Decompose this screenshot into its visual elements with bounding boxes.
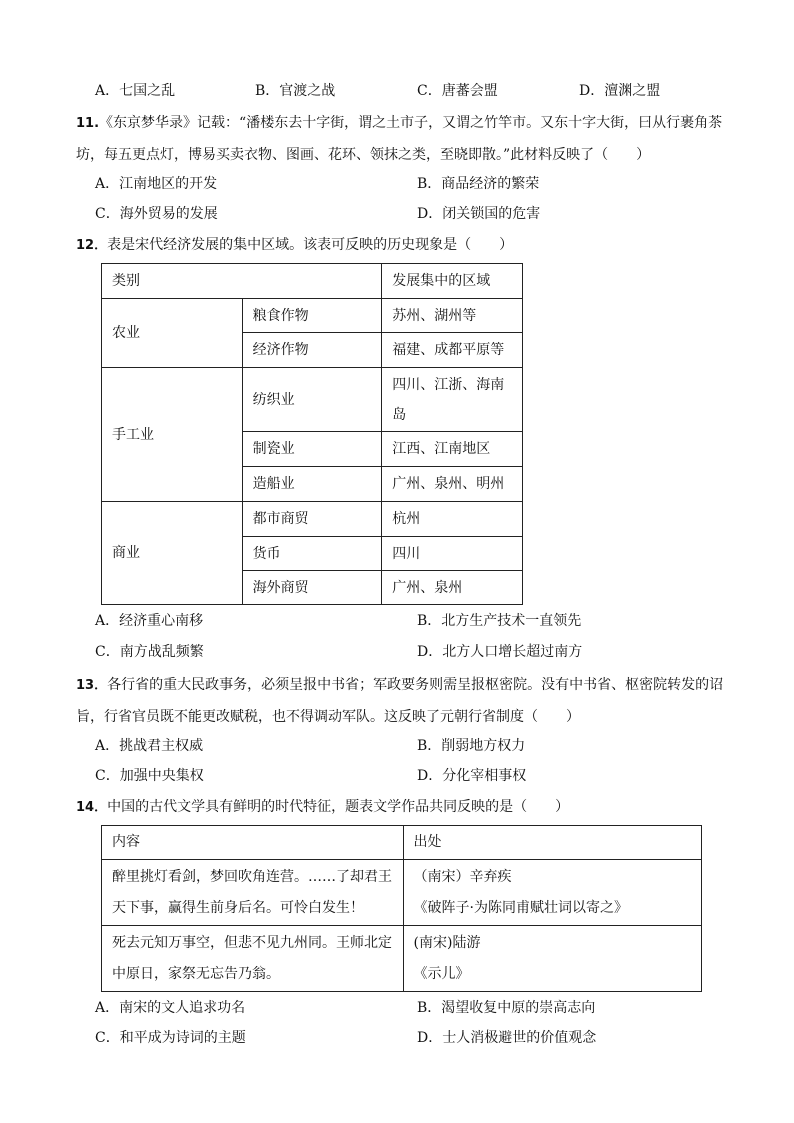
option-b: B．官渡之战 (255, 83, 336, 99)
table-row (102, 926, 702, 992)
option-a: A．七国之乱 (95, 83, 176, 99)
question-12-stem (76, 230, 513, 261)
category-cell: 手工业 (102, 368, 243, 502)
q13-option-a: A．挑战君主权威 (95, 738, 204, 754)
q12-option-d: D．北方人口增长超过南方 (417, 644, 583, 660)
q13-option-d: D．分化宰相事权 (417, 768, 527, 784)
subcategory-cell: 都市商贸 (242, 502, 382, 537)
region-cell: 四川、江浙、海南岛 (382, 368, 523, 432)
q14-option-d: D．士人消极避世的价值观念 (417, 1030, 597, 1046)
question-14-stem (76, 792, 569, 823)
question-text: 表是宋代经济发展的集中区域。该表可反映的历史现象是（ ） (107, 237, 514, 253)
table-row (102, 860, 702, 926)
work-title: 《示儿》 (413, 965, 470, 982)
poem-content-cell: 醉里挑灯看剑，梦回吹角连营。……了却君王天下事，赢得生前身后名。可怜白发生！ (102, 860, 404, 926)
subcategory-cell: 制瓷业 (242, 432, 382, 467)
region-cell: 四川 (382, 537, 523, 571)
q13-option-b: B．削弱地方权力 (417, 738, 526, 754)
header-category: 类别 (102, 264, 382, 299)
q12-option-c: C．南方战乱频繁 (95, 644, 204, 660)
subcategory-cell: 粮食作物 (242, 299, 382, 333)
category-cell: 商业 (102, 502, 243, 605)
table-header-row (102, 826, 702, 860)
q14-option-a: A．南宋的文人追求功名 (95, 1000, 246, 1016)
subcategory-cell: 货币 (242, 537, 382, 571)
source-cell (403, 926, 701, 992)
region-cell: 福建、成都平原等 (382, 333, 523, 368)
table-header-row (102, 264, 523, 299)
author: （南宋）辛弃疾 (413, 868, 512, 885)
question-number: 14． (76, 800, 108, 815)
q11-option-a: A．江南地区的开发 (95, 176, 218, 192)
question-number: 11. (76, 116, 100, 131)
question-text: 各行省的重大民政事务，必须呈报中书省；军政要务则需呈报枢密院。没有中书省、枢密院转发的诏旨，行省官员既不能更改赋税，也不得调动军队。这反映了元朝行省制度（ ） (76, 677, 724, 725)
header-region: 发展集中的区域 (382, 264, 523, 299)
q11-option-c: C．海外贸易的发展 (95, 206, 218, 222)
economy-region-table (101, 263, 523, 605)
question-number: 13． (76, 678, 108, 693)
q11-option-b: B．商品经济的繁荣 (417, 176, 540, 192)
region-cell: 广州、泉州、明州 (382, 467, 523, 502)
q12-option-b: B．北方生产技术一直领先 (417, 613, 582, 629)
literature-table (101, 825, 702, 992)
q14-option-b: B．渴望收复中原的崇高志向 (417, 1000, 596, 1016)
subcategory-cell: 经济作物 (242, 333, 382, 368)
question-number: 12． (76, 238, 108, 253)
header-content: 内容 (102, 826, 404, 860)
category-cell: 农业 (102, 299, 243, 368)
region-cell: 江西、江南地区 (382, 432, 523, 467)
author: (南宋)陆游 (413, 934, 481, 951)
question-13-stem (76, 670, 744, 732)
source-cell (403, 860, 701, 926)
region-cell: 苏州、湖州等 (382, 299, 523, 333)
table-row (102, 299, 523, 333)
prev-question-options (95, 76, 735, 106)
subcategory-cell: 纺织业 (242, 368, 382, 432)
q13-option-c: C．加强中央集权 (95, 768, 204, 784)
poem-content-cell: 死去元知万事空，但悲不见九州同。王师北定中原日，家祭无忘告乃翁。 (102, 926, 404, 992)
q11-option-d: D．闭关锁国的危害 (417, 206, 541, 222)
table-row (102, 502, 523, 537)
q14-option-c: C．和平成为诗词的主题 (95, 1030, 246, 1046)
option-c: C．唐蕃会盟 (417, 83, 498, 99)
subcategory-cell: 海外商贸 (242, 571, 382, 605)
subcategory-cell: 造船业 (242, 467, 382, 502)
q12-option-a: A．经济重心南移 (95, 613, 204, 629)
work-title: 《破阵子·为陈同甫赋壮词以寄之》 (413, 899, 628, 916)
question-11-stem (76, 108, 744, 170)
table-row (102, 368, 523, 432)
question-text: 《东京梦华录》记载：“潘楼东去十字街，谓之土市子，又谓之竹竿市。又东十字大街，曰从行裹角茶坊，每五更点灯，博易买卖衣物、图画、花环、领抹之类，至晓即散。”此材料反映了（ ） (76, 115, 723, 163)
option-d: D．澶渊之盟 (579, 83, 661, 99)
region-cell: 杭州 (382, 502, 523, 537)
question-text: 中国的古代文学具有鲜明的时代特征，题表文学作品共同反映的是（ ） (107, 799, 570, 815)
header-source: 出处 (403, 826, 701, 860)
region-cell: 广州、泉州 (382, 571, 523, 605)
